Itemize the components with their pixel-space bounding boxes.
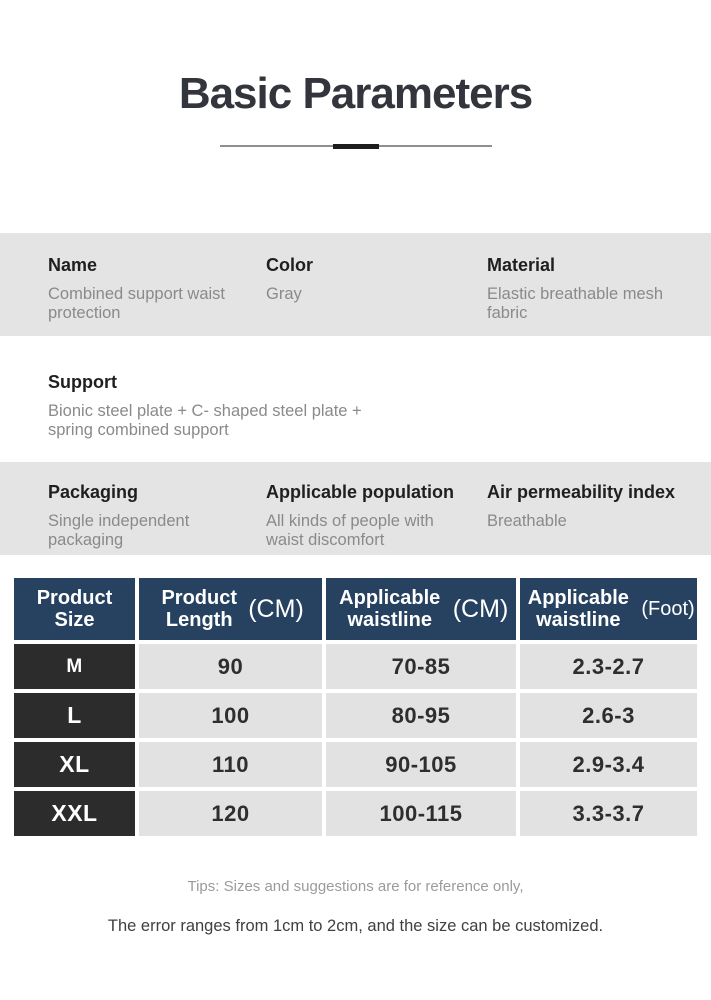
info-value: Elastic breathable mesh fabric	[487, 285, 664, 323]
table-cell-waistline-cm: 100-115	[326, 791, 516, 836]
info-label: Color	[266, 255, 313, 276]
table-cell-size: M	[14, 644, 135, 689]
size-table	[14, 578, 697, 836]
table-cell-waistline-foot: 3.3-3.7	[520, 791, 697, 836]
header-unit: (CM)	[452, 594, 509, 623]
title-divider	[220, 144, 492, 149]
info-value: Bionic steel plate + C- shaped steel plate + spring combined support	[48, 402, 362, 440]
divider-accent	[333, 144, 379, 149]
header-label: Product Size	[36, 587, 113, 632]
info-value: Breathable	[487, 512, 567, 531]
info-value: Gray	[266, 285, 302, 304]
header-unit: (CM)	[248, 594, 304, 623]
info-item-air-permeability	[487, 482, 711, 555]
info-value: Combined support waist protection	[48, 285, 226, 323]
info-item-color	[266, 255, 487, 336]
info-label: Air permeability index	[487, 482, 676, 503]
info-item-material	[487, 255, 711, 336]
table-cell-size: L	[14, 693, 135, 738]
table-cell-waistline-cm: 80-95	[326, 693, 516, 738]
info-label: Support	[48, 372, 117, 393]
table-cell-waistline-cm: 90-105	[326, 742, 516, 787]
table-header-waistline-foot	[520, 578, 697, 640]
table-cell-waistline-foot: 2.6-3	[520, 693, 697, 738]
info-section-packaging	[0, 462, 711, 555]
tips-line-2: The error ranges from 1cm to 2cm, and the size can be customized.	[107, 917, 604, 936]
info-label: Material	[487, 255, 556, 276]
title-area	[0, 0, 711, 149]
table-cell-length: 110	[139, 742, 322, 787]
table-header-waistline-cm	[326, 578, 516, 640]
info-section-basic	[0, 233, 711, 336]
info-item-applicable-population	[266, 482, 487, 555]
info-item-support	[48, 372, 711, 440]
header-label: Applicable waistline	[527, 587, 629, 632]
info-value: Single independent packaging	[48, 512, 190, 550]
table-cell-length: 90	[139, 644, 322, 689]
info-label: Name	[48, 255, 98, 276]
header-unit: (Foot)	[641, 597, 695, 620]
info-section-support	[0, 336, 711, 462]
table-cell-length: 100	[139, 693, 322, 738]
table-cell-waistline-cm: 70-85	[326, 644, 516, 689]
info-item-name	[48, 255, 266, 336]
page-title: Basic Parameters	[178, 69, 533, 118]
table-cell-waistline-foot: 2.3-2.7	[520, 644, 697, 689]
table-cell-waistline-foot: 2.9-3.4	[520, 742, 697, 787]
table-header-product-size	[14, 578, 135, 640]
tips-line-1: Tips: Sizes and suggestions are for reference only,	[187, 878, 524, 896]
header-label: Applicable waistline	[339, 587, 441, 632]
tips-footer	[0, 878, 711, 936]
info-item-packaging	[48, 482, 266, 555]
header-label: Product Length	[161, 587, 238, 632]
table-cell-length: 120	[139, 791, 322, 836]
info-label: Applicable population	[266, 482, 454, 503]
table-cell-size: XXL	[14, 791, 135, 836]
info-value: All kinds of people with waist discomfort	[266, 512, 434, 550]
info-label: Packaging	[48, 482, 139, 503]
table-cell-size: XL	[14, 742, 135, 787]
table-header-product-length	[139, 578, 322, 640]
